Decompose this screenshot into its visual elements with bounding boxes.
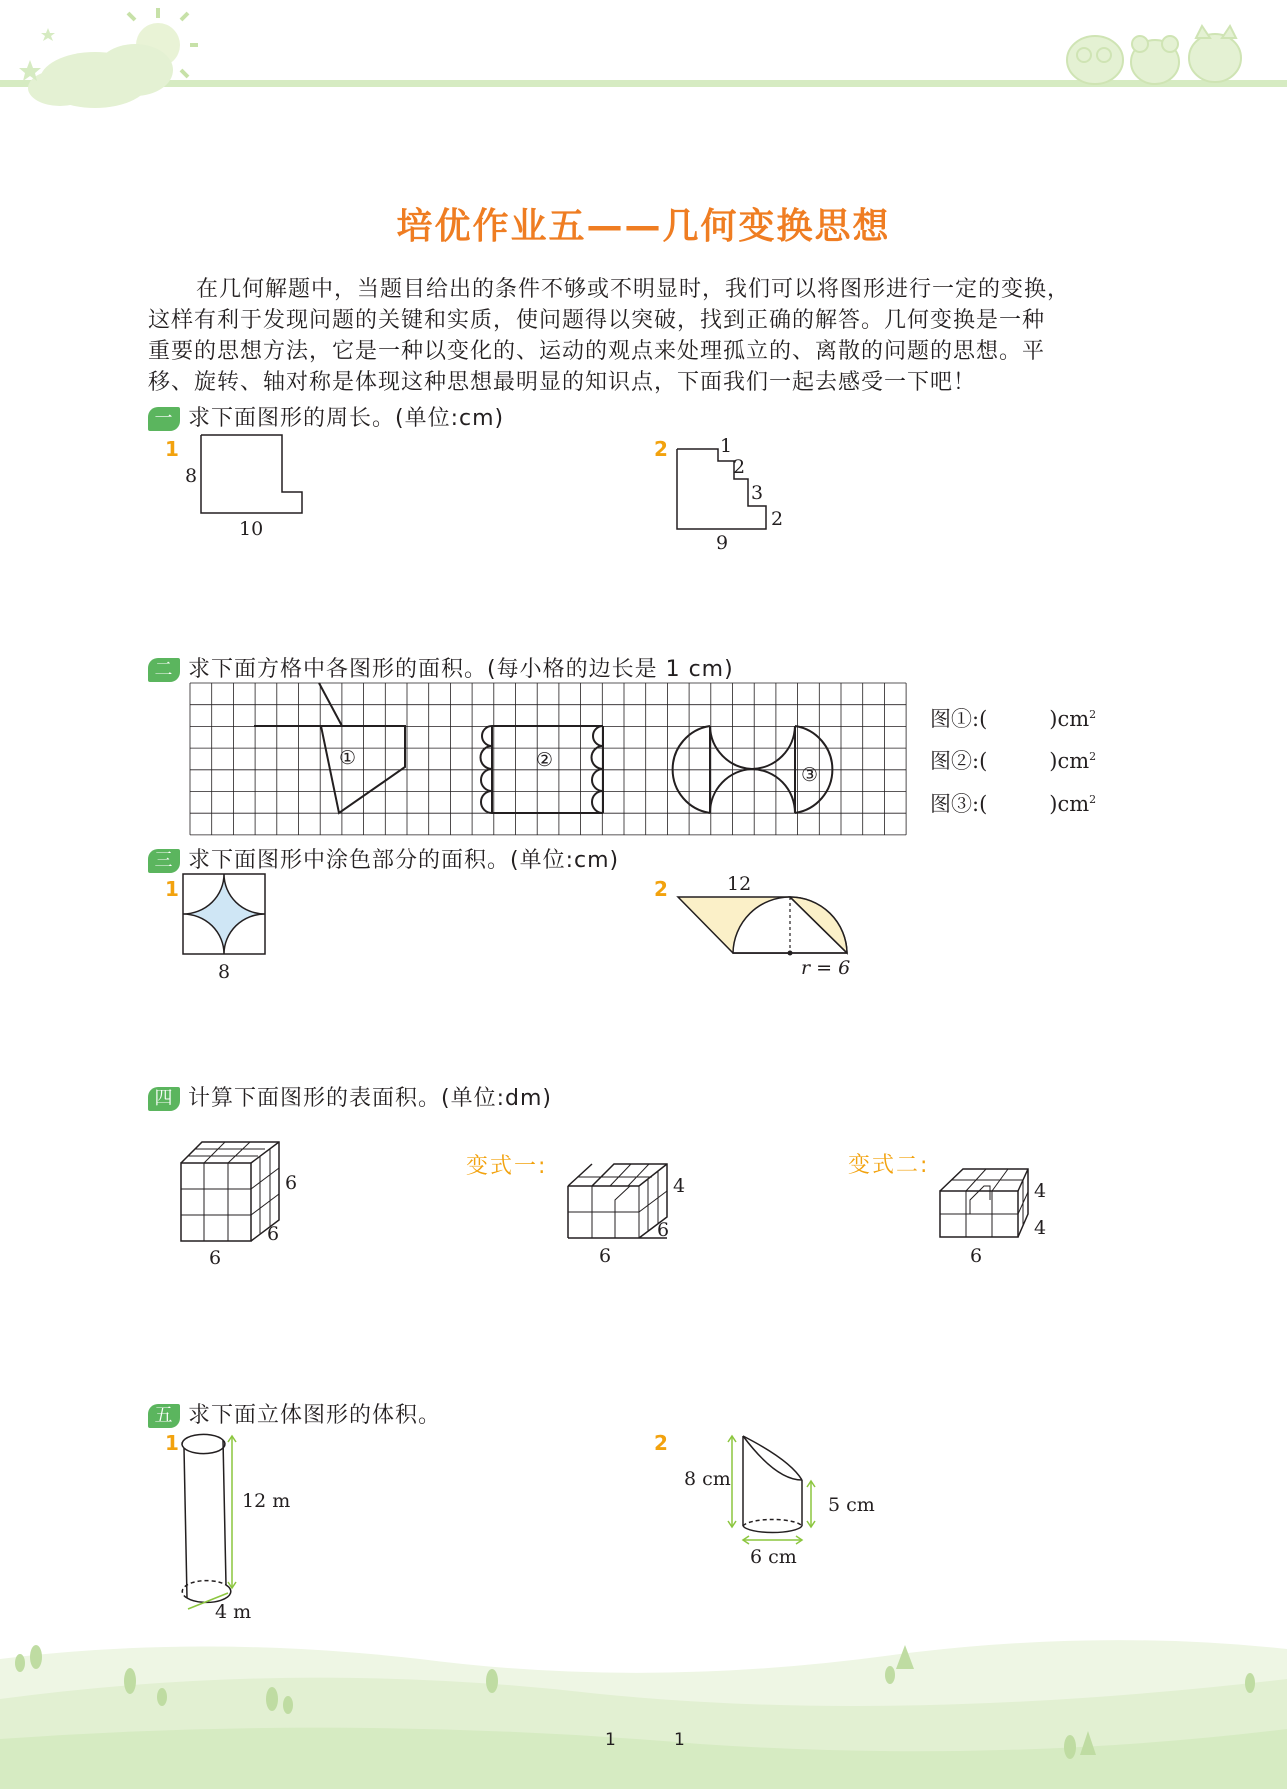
answer-1-label: 图①:(: [930, 707, 988, 731]
footer-hills: [0, 1619, 1287, 1789]
intro-line-2: 这样有利于发现问题的关键和实质，使问题得以突破，找到正确的解答。几何变换是一种: [148, 308, 1046, 333]
s1-q2-number: 2: [654, 437, 668, 461]
section-2-text: 求下面方格中各图形的面积。(每小格的边长是 1 cm): [188, 657, 734, 682]
variant-1-height: 4: [673, 1175, 686, 1197]
s1-q2-step-1: 1: [720, 435, 733, 457]
s1-q2-step-3: 3: [751, 482, 764, 504]
cube-width: 6: [209, 1247, 222, 1269]
s1-q1-height: 8: [185, 465, 198, 487]
section-1-text: 求下面图形的周长。(单位:cm): [188, 406, 505, 431]
shape-2-marker: ②: [536, 749, 554, 771]
s5-q2-height-left: 8 cm: [684, 1468, 731, 1490]
variant-1-depth: 6: [657, 1219, 670, 1241]
s3-q2-radius: r = 6: [801, 957, 851, 979]
section-3-badge: 三: [148, 849, 180, 873]
intro-line-3: 重要的思想方法，它是一种以变化的、运动的观点来处理孤立的、离散的问题的思想。平: [148, 339, 1046, 364]
answer-2-sup: 2: [1089, 750, 1097, 763]
section-3-text: 求下面图形中涂色部分的面积。(单位:cm): [188, 848, 620, 873]
variant-2-label: 变式二:: [848, 1153, 930, 1178]
s1-q2-step-4: 2: [771, 508, 784, 530]
s5-q2-height-right: 5 cm: [828, 1494, 875, 1516]
shape-1-marker: ①: [339, 747, 357, 769]
answer-1-sup: 2: [1089, 708, 1097, 721]
answer-2-label: 图②:(: [930, 749, 988, 773]
section-4-badge: 四: [148, 1087, 180, 1111]
shape-3-marker: ③: [801, 764, 819, 786]
intro-line-4: 移、旋转、轴对称是体现这种思想最明显的知识点，下面我们一起去感受一下吧！: [148, 370, 977, 395]
s3-q2-number: 2: [654, 877, 668, 901]
answer-3-sup: 2: [1089, 793, 1097, 806]
variant-1-width: 6: [599, 1245, 612, 1267]
s3-q2-top: 12: [727, 873, 752, 895]
variant-2-depth: 4: [1034, 1217, 1047, 1239]
section-5-text: 求下面立体图形的体积。: [188, 1403, 442, 1428]
s5-q1-height: 12 m: [242, 1490, 291, 1512]
cube-height: 6: [285, 1172, 298, 1194]
s3-q1-side: 8: [218, 961, 231, 983]
answer-2-unit: )cm: [1049, 749, 1090, 773]
section-2-badge: 二: [148, 658, 180, 682]
intro-line-1: 在几何解题中，当题目给出的条件不够或不明显时，我们可以将图形进行一定的变换，: [196, 277, 1071, 302]
s5-q1-number: 1: [165, 1431, 179, 1455]
s5-q2-diameter: 6 cm: [750, 1546, 797, 1568]
s3-q1-number: 1: [165, 877, 179, 901]
s5-q2-number: 2: [654, 1431, 668, 1455]
page-number-left: 1: [605, 1730, 616, 1750]
page-number-right: 1: [674, 1730, 685, 1750]
variant-2-height: 4: [1034, 1180, 1047, 1202]
variant-2-width: 6: [970, 1245, 983, 1267]
answer-3-unit: )cm: [1049, 792, 1090, 816]
s1-q1-number: 1: [165, 437, 179, 461]
answer-3-label: 图③:(: [930, 792, 988, 816]
page-title: 培优作业五——几何变换思想: [396, 206, 891, 247]
cube-depth: 6: [267, 1223, 280, 1245]
section-1-badge: 一: [148, 407, 180, 431]
section-5-badge: 五: [148, 1404, 180, 1428]
s1-q2-width: 9: [716, 532, 729, 554]
section-4-text: 计算下面图形的表面积。(单位:dm): [188, 1086, 552, 1111]
s1-q2-step-2: 2: [733, 456, 746, 478]
answer-1-unit: )cm: [1049, 707, 1090, 731]
variant-1-label: 变式一:: [466, 1154, 548, 1179]
s1-q1-width: 10: [239, 518, 264, 540]
s5-q1-diameter: 4 m: [215, 1601, 252, 1623]
